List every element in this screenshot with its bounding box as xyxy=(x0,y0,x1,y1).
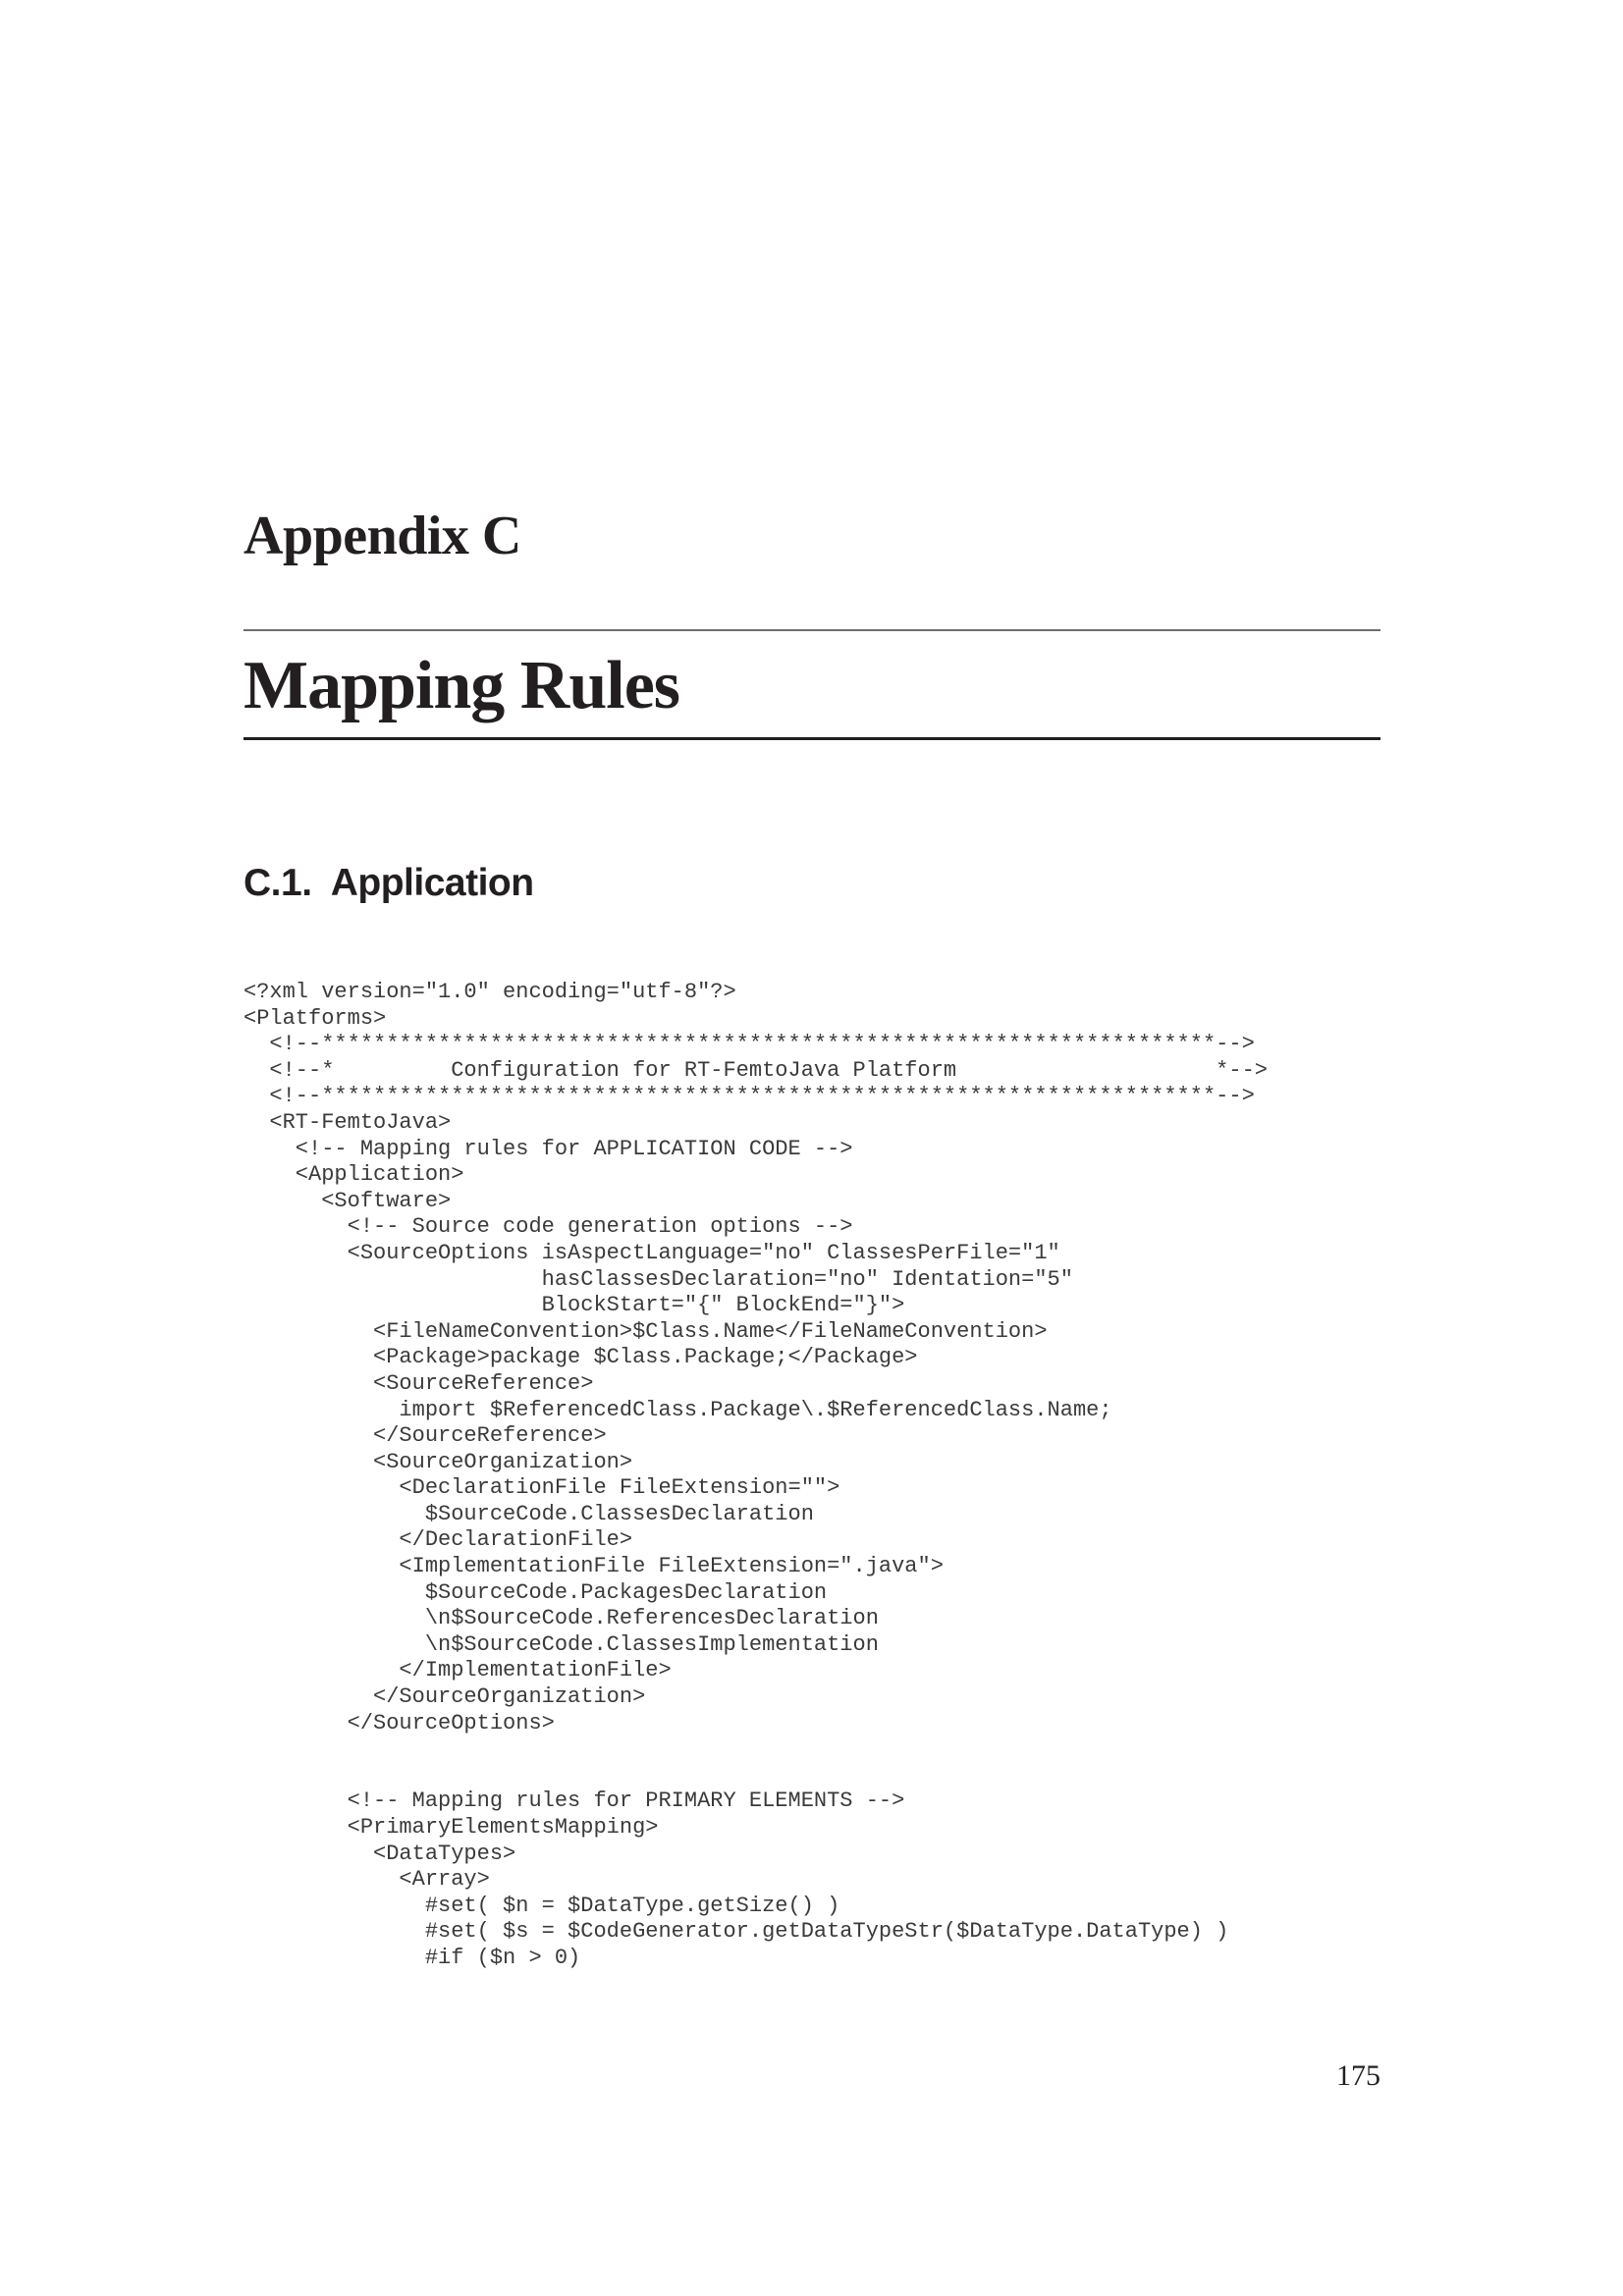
code-line: <SourceOrganization> xyxy=(243,1449,633,1474)
code-line xyxy=(243,1763,1268,1789)
code-line: $SourceCode.PackagesDeclaration xyxy=(243,1579,828,1605)
title-rule-top xyxy=(243,629,1380,631)
code-listing xyxy=(243,980,1268,1972)
code-line: \n$SourceCode.ReferencesDeclaration xyxy=(243,1606,879,1631)
code-line: <Package>package $Class.Package;</Package> xyxy=(243,1345,918,1370)
code-line: \n$SourceCode.ClassesImplementation xyxy=(243,1631,879,1657)
title-rule-bottom xyxy=(243,737,1380,740)
code-line: </ImplementationFile> xyxy=(243,1658,672,1683)
code-line: <?xml version="1.0" encoding="utf-8"?> xyxy=(243,980,736,1004)
code-line: BlockStart="{" BlockEnd="}"> xyxy=(243,1293,905,1318)
code-line: <!-- Source code generation options --> xyxy=(243,1214,853,1240)
code-line: <DataTypes> xyxy=(243,1841,516,1866)
code-line: #set( $n = $DataType.getSize() ) xyxy=(243,1893,840,1918)
chapter-title: Mapping Rules xyxy=(243,648,680,723)
section-heading: C.1. Application xyxy=(243,862,534,904)
code-line: </SourceOptions> xyxy=(243,1710,555,1735)
code-line: <PrimaryElementsMapping> xyxy=(243,1815,659,1840)
code-line: import $ReferencedClass.Package\.$ReferencedClass.Name; xyxy=(243,1397,1112,1422)
code-line: <SourceReference> xyxy=(243,1370,594,1396)
code-line: <Software> xyxy=(243,1188,452,1213)
code-line: hasClassesDeclaration="no" Identation="5" xyxy=(243,1266,1073,1292)
code-line: <Application> xyxy=(243,1162,464,1188)
code-line: </SourceReference> xyxy=(243,1423,607,1449)
code-line: <RT-FemtoJava> xyxy=(243,1109,452,1135)
code-line: <Platforms> xyxy=(243,1005,387,1031)
code-line: <!-- Mapping rules for PRIMARY ELEMENTS --> xyxy=(243,1789,905,1814)
code-line: #if ($n > 0) xyxy=(243,1945,581,1970)
code-line: <ImplementationFile FileExtension=".java"> xyxy=(243,1554,944,1579)
code-line: <FileNameConvention>$Class.Name</FileNameConvention> xyxy=(243,1318,1048,1344)
code-line: </DeclarationFile> xyxy=(243,1527,633,1553)
code-line: #set( $s = $CodeGenerator.getDataTypeStr($DataType.DataType) ) xyxy=(243,1919,1229,1945)
code-line: <!-- Mapping rules for APPLICATION CODE --> xyxy=(243,1136,853,1161)
code-line: <DeclarationFile FileExtension=""> xyxy=(243,1475,840,1501)
code-line: <Array> xyxy=(243,1867,490,1893)
code-line xyxy=(243,1736,1268,1763)
page-number: 175 xyxy=(1336,2059,1380,2092)
code-line: <!--*********************************************************************--> xyxy=(243,1032,1255,1057)
code-line: <SourceOptions isAspectLanguage="no" ClassesPerFile="1" xyxy=(243,1240,1060,1265)
code-line: $SourceCode.ClassesDeclaration xyxy=(243,1501,814,1526)
code-line: <!--* Configuration for RT-FemtoJava Platform *--> xyxy=(243,1057,1268,1083)
appendix-label: Appendix C xyxy=(243,506,521,566)
code-line: </SourceOrganization> xyxy=(243,1684,646,1710)
code-line: <!--*********************************************************************--> xyxy=(243,1084,1255,1109)
